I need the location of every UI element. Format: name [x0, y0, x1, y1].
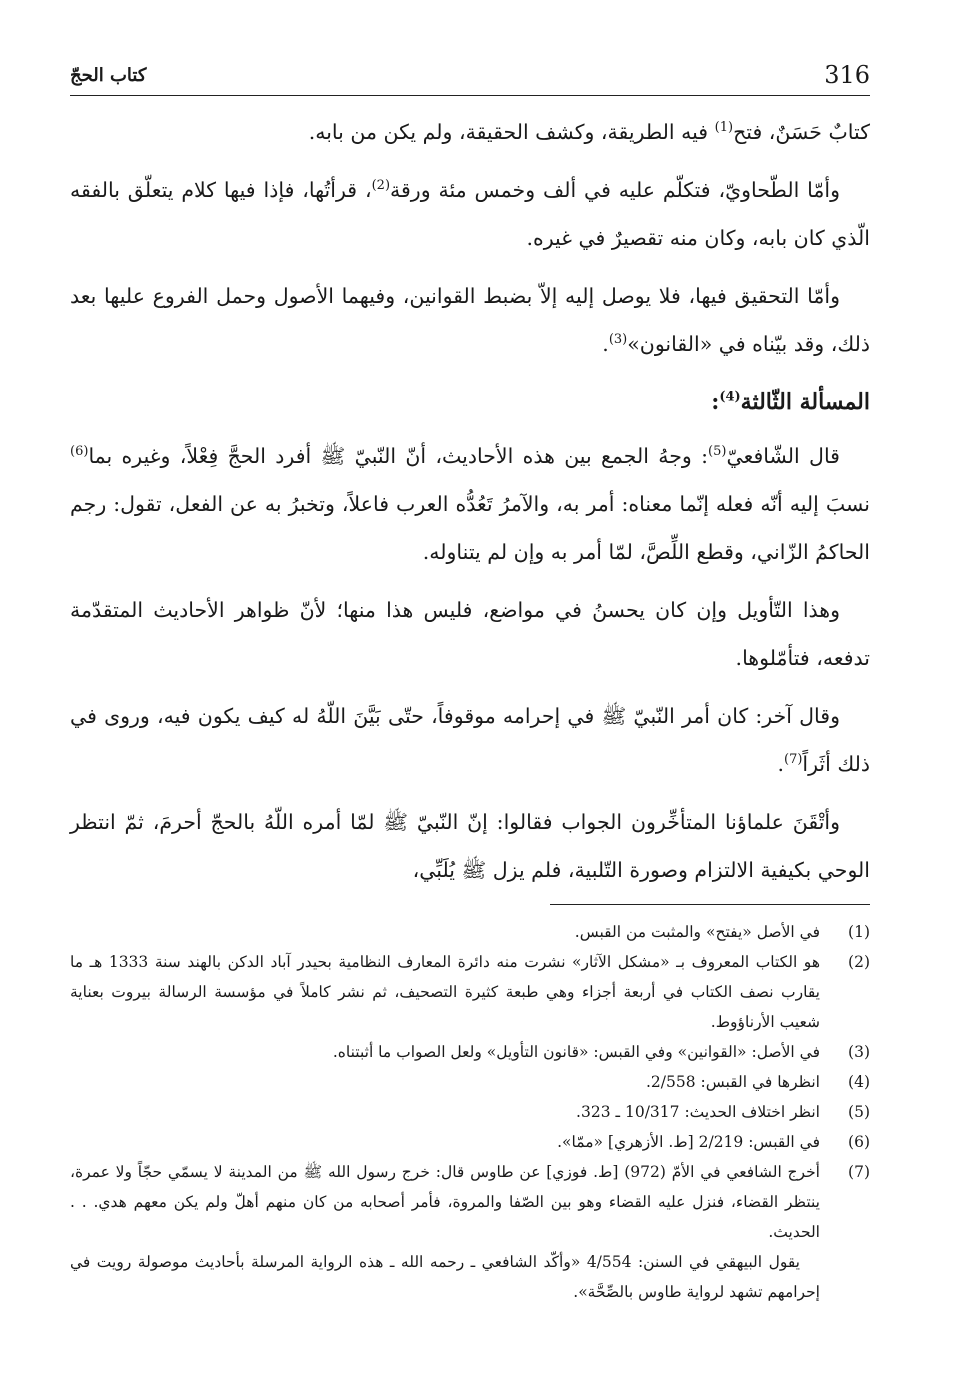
footnote-number: (2) [848, 953, 870, 971]
footnote-ref-3[interactable]: (3) [608, 332, 628, 348]
book-page [70, 55, 870, 1355]
page-number: 316 [824, 61, 870, 89]
footnote-text: أخرج الشافعي في الأمّ (972) [ط. فوزي] عن طاوس قال: خرج رسول الله ﷺ من المدينة لا يسمّي حجّاً ولا عمرة، ينتظر القضاء، فنزل عليه القضاء وهو بين الصّفا والمروة، فأمر أصحابه من كان منهم أهلّ ولم يكن معهم هدي. . . الحديث. [70, 1163, 820, 1241]
paragraph-3: وأمّا التحقيق فيها، فلا يوصل إليه إلاّ بضبط القوانين، وفيهما الأصول وحمل الفروع عليها بعد ذلك، وقد بيّناه في «القانون»$^{(3)}$. [70, 284, 870, 356]
paragraph-4: قال الشّافعيّ$^{(5)}$: وجهُ الجمع بين هذه الأحاديث، أنّ النّبيّ ﷺ أفرد الحجَّ فِعْلاً، وغيره بما$^{(6)}$ نسبَ إليه أنّه فعله إنّما معناه: أمر به، والآمرُ تَعُدُّه العرب فاعلاً، وتخبرُ به عن الفعل، تقول: رجم الحاكمُ الزّاني، وقطع اللِّصَّ، لمّا أمر به وإن لم يتناوله. [70, 444, 870, 564]
footnote-ref-7[interactable]: (7) [783, 752, 803, 768]
footnote-ref-5[interactable]: (5) [708, 444, 727, 460]
footnote-number: (5) [848, 1103, 870, 1121]
footnote-item [70, 1127, 870, 1157]
section-heading: المسألة الثّالثة$^{(4)}$: [711, 389, 870, 415]
footnote-item [70, 1037, 870, 1067]
footnote-text: في القبس: 2/219 [ط. الأزهري] «ممّا». [557, 1133, 820, 1151]
footnote-ref-6[interactable]: (6) [70, 444, 89, 460]
footnote-number: (3) [848, 1043, 870, 1061]
footnote-item [70, 1157, 870, 1247]
main-text [70, 108, 870, 894]
footnote-separator [550, 904, 870, 905]
footnote-item [70, 1067, 870, 1097]
footnote-text: هو الكتاب المعروف بـ «مشكل الآثار» نشرت منه دائرة المعارف النظامية بحيدر آباد الدكن بالهند سنة 1333 هـ ما يقارب نصف الكتاب في أربعة أجزاء وهي طبعة كثيرة التصحيف، ثم نشر كاملاً في مؤسسة الرسالة بيروت بعناية شعيب الأرناؤوط. [70, 953, 820, 1031]
footnote-continuation: يقول البيهقي في السنن: 4/554 «وأكّد الشافعي ـ رحمه الله ـ هذه الرواية المرسلة بأحاديث موصولة رويت في إحرامهم تشهد لرواية طاوس بالصِّحَّة». [70, 1253, 820, 1301]
footnote-item [70, 1097, 870, 1127]
running-title: كتاب الحجّ [70, 65, 147, 86]
footnote-number: (4) [848, 1073, 870, 1091]
footnote-number: (6) [848, 1133, 870, 1151]
footnote-ref-2[interactable]: (2) [371, 178, 391, 194]
paragraph-5: وهذا التّأويل وإن كان يحسنُ في مواضع، فليس هذا منها؛ لأنّ ظواهر الأحاديث المتقدّمة تدفعه، فتأمّلوها. [70, 598, 870, 670]
footnote-ref-1[interactable]: (1) [714, 120, 734, 136]
footnote-text: في الأصل: «القوانين» وفي القبس: «قانون التأويل» ولعل الصواب ما أثبتناه. [332, 1043, 820, 1061]
paragraph-6: وقال آخر: كان أمر النّبيّ ﷺ في إحرامه موقوفاً، حتّى بَيَّنَ اللّهُ له كيف يكون فيه، وروى في ذلك أثَراً$^{(7)}$. [70, 704, 870, 776]
footnote-number: (1) [848, 923, 870, 941]
footnote-number: (7) [848, 1163, 870, 1181]
paragraph-2: وأمّا الطّحاويّ، فتكلّم عليه في ألف وخمس مئة ورقة$^{(2)}$، قرأتُها، فإذا فيها كلام يتعلّق بالفقه الّذي كان بابه، وكان منه تقصيرٌ في غيره. [70, 178, 870, 250]
paragraph-7: وأتْقَنَ علماؤنا المتأخِّرون الجواب فقالوا: إنّ النّبيّ ﷺ لمّا أمره اللّهُ بالحجّ أحرمَ، ثمّ انتظر الوحي بكيفية الالتزام وصورة التّلبية، فلم يزل ﷺ يُلَبِّي، [70, 810, 870, 882]
footnote-item [70, 917, 870, 947]
footnote-item [70, 947, 870, 1037]
footnote-text: انظرها في القبس: 2/558. [645, 1073, 820, 1091]
paragraph-1: كتابٌ حَسَنٌ، فتح$^{(1)}$ فيه الطريقة، وكشف الحقيقة، ولم يكن من بابه. [308, 120, 870, 144]
footnote-ref-4[interactable]: (4) [719, 389, 741, 405]
page-header [70, 55, 870, 96]
footnotes [70, 917, 870, 1307]
footnote-text: في الأصل «يفتح» والمثبت من القبس. [574, 923, 820, 941]
footnote-text: انظر اختلاف الحديث: 10/317 ـ 323. [576, 1103, 820, 1121]
